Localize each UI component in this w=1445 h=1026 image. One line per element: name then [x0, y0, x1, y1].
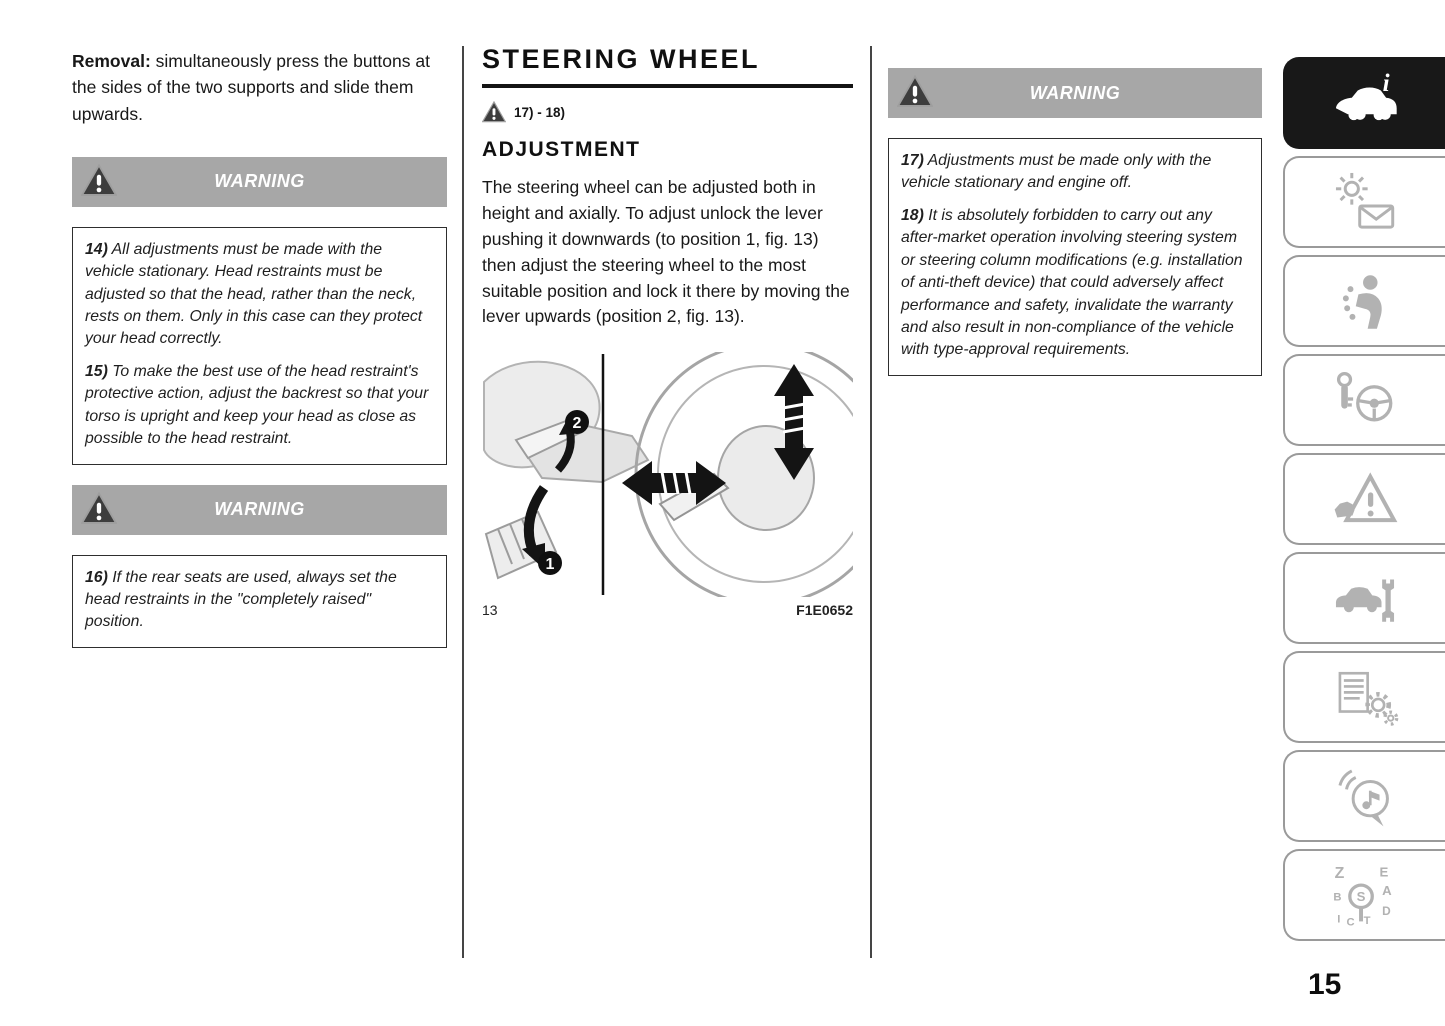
- figure-number: 13: [482, 602, 498, 619]
- figure-caption: [482, 602, 853, 618]
- column-divider: [462, 46, 464, 958]
- sidebar-tab-servicing-and-care[interactable]: [1283, 552, 1445, 644]
- note-18: [901, 205, 1249, 362]
- note-17-text: Adjustments must be made only with the vehicle stationary and engine off.: [901, 152, 1212, 192]
- index-letter: T: [1363, 915, 1371, 928]
- note-16-number: 16): [85, 568, 108, 586]
- figure-code: F1E0652: [796, 602, 853, 619]
- warning-label: WARNING: [214, 171, 305, 192]
- document-gear-icon: [1328, 664, 1402, 730]
- alphabetical-index-icon: [1328, 862, 1402, 928]
- multimedia-icon: [1328, 763, 1402, 829]
- warning-references: [482, 101, 853, 123]
- note-16: [85, 567, 434, 634]
- note-box-17-18: [888, 138, 1262, 376]
- index-letter: Z: [1334, 864, 1345, 882]
- note-17: [901, 150, 1249, 195]
- sidebar-tab-in-an-emergency[interactable]: [1283, 453, 1445, 545]
- warning-label: WARNING: [1029, 82, 1121, 103]
- index-letter: I: [1337, 913, 1341, 926]
- warning-header: [72, 157, 447, 207]
- adjustment-paragraph: The steering wheel can be adjusted both in height and axially. To adjust unlock the lever pushing it downwards (to position 1, fig. 13) then adjust the steering wheel to the most suitable position and lock it there by moving the lever upwards (position 2, fig. 13).: [482, 177, 850, 327]
- section-heading: STEERING WHEEL: [482, 44, 853, 88]
- warning-lights-icon: [1328, 169, 1402, 235]
- key-steering-wheel-icon: [1328, 367, 1402, 433]
- index-letter: C: [1346, 916, 1355, 928]
- sidebar-tab-technical-data[interactable]: [1283, 651, 1445, 743]
- note-15-number: 15): [85, 362, 108, 380]
- note-15-text: To make the best use of the head restraint's protective action, adjust the backrest so that your torso is upright and keep your head as close as possible to the head restraint.: [85, 362, 429, 448]
- center-column: [482, 44, 853, 618]
- figure-13: [482, 352, 853, 618]
- emergency-triangle-icon: [1328, 466, 1402, 532]
- sidebar-tab-safety[interactable]: [1283, 255, 1445, 347]
- note-14: [85, 239, 434, 351]
- removal-text: simultaneously press the buttons at the sides of the two supports and slide them upwards.: [72, 51, 430, 124]
- warning-header: [888, 68, 1262, 118]
- section-tab-sidebar: [1283, 57, 1445, 948]
- airbag-safety-icon: [1328, 268, 1402, 334]
- column-divider: [870, 46, 872, 958]
- index-letter: E: [1379, 864, 1389, 880]
- warning-triangle-icon: [897, 75, 933, 111]
- car-info-icon: [1328, 70, 1402, 136]
- warning-reference-numbers: 17) - 18): [514, 104, 566, 120]
- right-column: [888, 68, 1262, 376]
- warning-label: WARNING: [214, 499, 305, 520]
- figure-marker-1: 1: [545, 556, 555, 574]
- note-15: [85, 361, 434, 451]
- warning-triangle-icon: [482, 101, 506, 123]
- removal-paragraph: [72, 48, 447, 127]
- figure-marker-2: 2: [572, 415, 582, 433]
- sidebar-tab-multimedia[interactable]: [1283, 750, 1445, 842]
- note-14-number: 14): [85, 240, 108, 258]
- sidebar-tab-knowing-your-vehicle[interactable]: [1283, 57, 1445, 149]
- index-center-letter: S: [1356, 888, 1366, 904]
- note-box-14-15: [72, 227, 447, 465]
- subsection-heading: ADJUSTMENT: [482, 138, 641, 161]
- index-letter: B: [1333, 891, 1342, 904]
- note-box-16: [72, 555, 447, 648]
- car-maintenance-icon: [1328, 565, 1402, 631]
- note-14-text: All adjustments must be made with the vehicle stationary. Head restraints must be adjusted so that the head, rather than the neck, rests on them. Only in this case can they protect your head correctly.: [85, 240, 423, 348]
- warning-triangle-icon: [81, 164, 117, 200]
- page-number: 15: [1308, 968, 1342, 1001]
- sidebar-tab-starting-and-driving[interactable]: [1283, 354, 1445, 446]
- steering-wheel-illustration: [482, 352, 853, 597]
- index-letter: A: [1382, 883, 1392, 898]
- svg-text:i: i: [1382, 70, 1390, 98]
- note-16-text: If the rear seats are used, always set the head restraints in the "completely raised" position.: [85, 568, 397, 631]
- note-17-number: 17): [901, 152, 924, 169]
- note-18-text: It is absolutely forbidden to carry out any after-market operation involving steering system or steering column modifications (e.g. installation of anti-theft device) that could adversely affect performance and safety, invalidate the warranty and also result in non-compliance of the vehicle with type-approval requirements.: [901, 206, 1243, 359]
- index-letter: D: [1382, 903, 1391, 918]
- removal-label: Removal:: [72, 51, 151, 71]
- sidebar-tab-dashboard-warning-lights[interactable]: [1283, 156, 1445, 248]
- warning-triangle-icon: [81, 492, 117, 528]
- note-18-number: 18): [901, 206, 924, 224]
- sidebar-tab-alphabetical-index[interactable]: [1283, 849, 1445, 941]
- warning-header: [72, 485, 447, 535]
- left-column: [72, 48, 447, 648]
